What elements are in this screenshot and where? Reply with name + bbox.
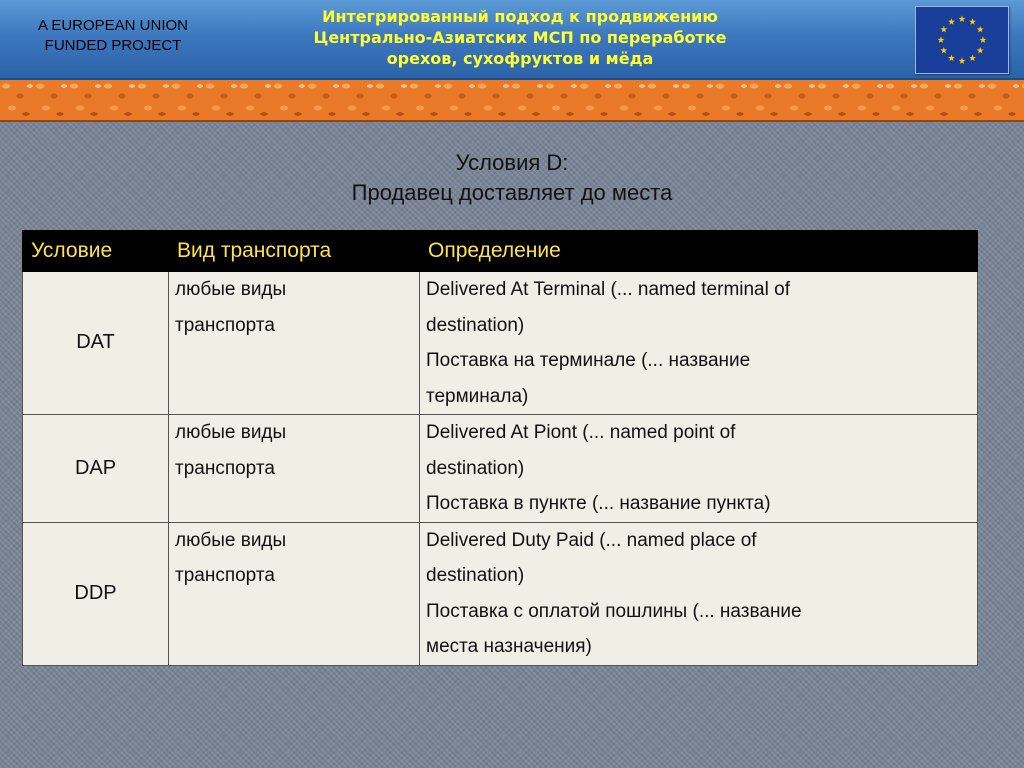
- slide-title-line-1: Условия D:: [455, 150, 569, 175]
- definition-line: Delivered At Piont (... named point of: [426, 422, 736, 443]
- term-code: DDP: [23, 522, 169, 665]
- incoterms-table: [22, 230, 978, 666]
- slide-title: [0, 148, 1024, 208]
- transport-type: [169, 522, 420, 665]
- project-title-line-3: орехов, сухофруктов и мёда: [386, 49, 654, 68]
- slide-title-line-2: Продавец доставляет до места: [351, 180, 673, 205]
- transport-type: [169, 415, 420, 523]
- transport-line: транспорта: [175, 565, 275, 586]
- column-header-transport: Вид транспорта: [169, 231, 420, 272]
- transport-type: [169, 272, 420, 415]
- table-row: [23, 522, 978, 665]
- header-banner: [0, 0, 1024, 80]
- eu-funded-line-2: FUNDED PROJECT: [44, 37, 182, 54]
- decorative-seed-strip: [0, 80, 1024, 122]
- definition-line: destination): [426, 457, 525, 479]
- term-code: DAP: [23, 415, 169, 523]
- term-definition: [420, 415, 978, 523]
- definition-line: destination): [426, 565, 525, 586]
- eu-flag-icon: [915, 6, 1009, 74]
- project-title: [250, 6, 790, 69]
- definition-line: Delivered At Terminal (... named terminal of: [426, 279, 790, 300]
- table-row: [23, 272, 978, 415]
- definition-line: Поставка на терминале (... название: [426, 350, 751, 371]
- definition-line: терминала): [426, 385, 529, 407]
- term-definition: [420, 522, 978, 665]
- transport-line: транспорта: [175, 457, 275, 479]
- transport-line: любые виды: [175, 422, 287, 443]
- transport-line: транспорта: [175, 314, 275, 336]
- transport-line: любые виды: [175, 529, 287, 551]
- eu-funded-label: [18, 16, 208, 56]
- column-header-definition: Определение: [420, 231, 978, 272]
- eu-flag-graphic: [916, 7, 1008, 73]
- table-row: [23, 415, 978, 523]
- definition-line: Delivered Duty Paid (... named place of: [426, 529, 757, 551]
- column-header-term: Условие: [23, 231, 169, 272]
- definition-line: Поставка в пункте (... название пункта): [426, 493, 771, 514]
- transport-line: любые виды: [175, 279, 287, 300]
- table-header-row: [23, 231, 978, 272]
- term-definition: [420, 272, 978, 415]
- definition-line: destination): [426, 314, 525, 336]
- definition-line: Поставка с оплатой пошлины (... название: [426, 600, 802, 622]
- eu-funded-line-1: A EUROPEAN UNION: [37, 17, 189, 34]
- project-title-line-1: Интегрированный подход к продвижению: [322, 7, 718, 26]
- term-code: DAT: [23, 272, 169, 415]
- project-title-line-2: Центрально-Азиатских МСП по переработке: [313, 28, 727, 47]
- definition-line: места назначения): [426, 636, 592, 657]
